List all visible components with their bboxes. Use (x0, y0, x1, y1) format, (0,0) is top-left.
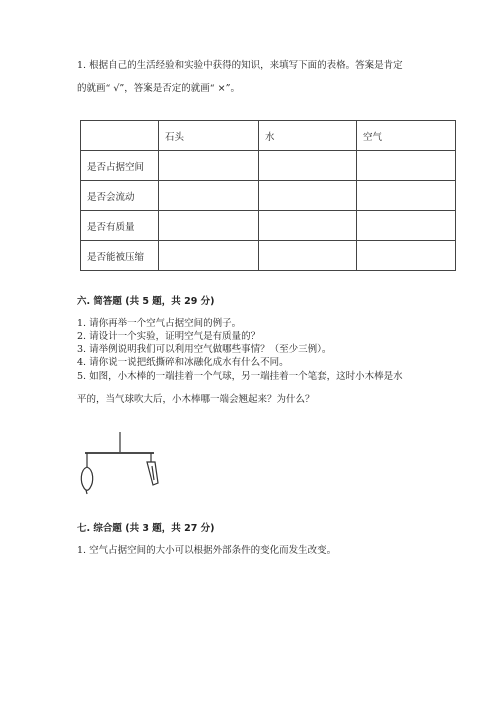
section-7-heading: 七. 综合题 (共 3 题，共 27 分) (77, 523, 215, 534)
answer-cell[interactable] (259, 211, 357, 241)
answer-cell[interactable] (259, 151, 357, 181)
table-row (81, 181, 456, 211)
row-label: 是否占据空间 (81, 151, 159, 181)
table-row (81, 211, 456, 241)
answer-cell[interactable] (357, 151, 456, 181)
table-header-cell: 水 (259, 121, 357, 151)
list-item: 4. 请你说一说把纸撕碎和冰融化成水有什么不同。 (77, 357, 289, 368)
section-6-heading: 六. 简答题 (共 5 题，共 29 分) (77, 296, 215, 307)
list-item: 2. 请设计一个实验，证明空气是有质量的？ (77, 331, 261, 342)
answer-table (80, 120, 456, 271)
list-item: 1. 请你再举一个空气占据空间的例子。 (77, 318, 242, 329)
answer-cell[interactable] (159, 181, 259, 211)
table-header-cell: 石头 (159, 121, 259, 151)
row-label: 是否有质量 (81, 211, 159, 241)
answer-cell[interactable] (357, 181, 456, 211)
table-row (81, 241, 456, 271)
balloon (81, 467, 92, 490)
answer-cell[interactable] (259, 181, 357, 211)
table-header-row (81, 121, 456, 151)
list-item-continuation: 平的，当气球吹大后，小木棒哪一端会翘起来？为什么？ (77, 394, 315, 405)
list-item: 3. 请举例说明我们可以利用空气做哪些事情？（至少三例）。 (77, 344, 332, 355)
answer-cell[interactable] (159, 151, 259, 181)
list-item: 5. 如图，小木棒的一端挂着一个气球，另一端挂着一个笔套，这时小木棒是水 (77, 371, 403, 382)
row-label: 是否会流动 (81, 181, 159, 211)
balance-stick-figure (74, 430, 164, 500)
table-row (81, 151, 456, 181)
list-item: 1. 空气占据空间的大小可以根据外部条件的变化而发生改变。 (77, 545, 337, 556)
answer-cell[interactable] (259, 241, 357, 271)
question-1-line-2: 的就画“ √”，答案是否定的就画“ ×”。 (77, 83, 240, 94)
question-1-line-1: 1. 根据自己的生活经验和实验中获得的知识，来填写下面的表格。答案是肯定 (77, 60, 403, 71)
answer-cell[interactable] (357, 241, 456, 271)
answer-cell[interactable] (357, 211, 456, 241)
answer-cell[interactable] (159, 241, 259, 271)
row-label: 是否能被压缩 (81, 241, 159, 271)
answer-cell[interactable] (159, 211, 259, 241)
table-header-cell: 空气 (357, 121, 456, 151)
table-header-cell (81, 121, 159, 151)
